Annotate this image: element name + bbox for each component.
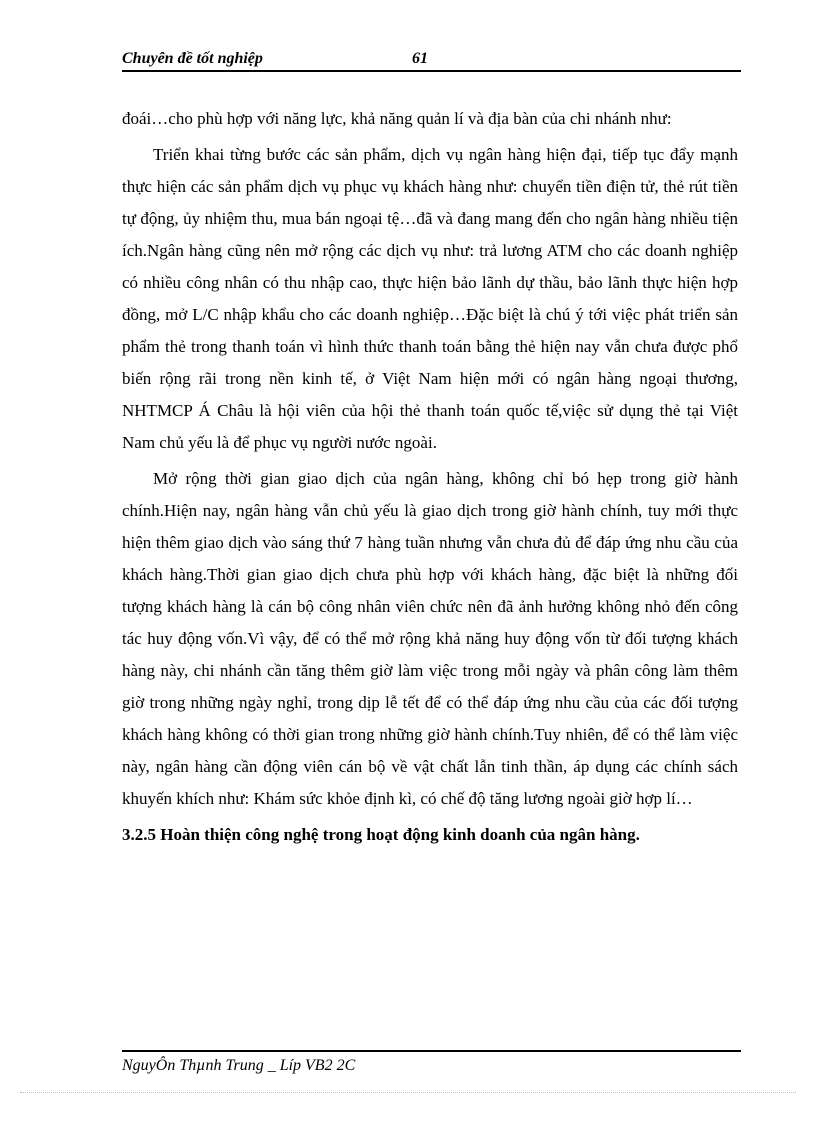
paragraph-transaction-hours: Mở rộng thời gian giao dịch của ngân hàng, không chỉ bó hẹp trong giờ hành chính.Hiện nay, ngân hàng vẫn chủ yếu là giao dịch trong giờ hành chính, tuy mới thực hiện thêm giao dịch vào sáng thứ 7 hàng tuần nhưng vẫn chưa đủ để đáp ứng nhu cầu của khách hàng.Thời gian giao dịch chưa phù hợp với khách hàng, đặc biệt là những đối tượng khách hàng là cán bộ công nhân viên chức nên đã ảnh hưởng không nhỏ đến công tác huy động vốn.Vì vậy, để có thể mở rộng khả năng huy động vốn từ đối tượng khách hàng này, chi nhánh cần tăng thêm giờ làm việc trong mỗi ngày và phân công làm thêm giờ trong những ngày nghỉ, trong dịp lễ tết để có thể đáp ứng nhu cầu của các đối tượng khách hàng không có thời gian trong những giờ hành chính.Tuy nhiên, để có thể làm việc này, ngân hàng cần động viên cán bộ về vật chất lẫn tinh thần, áp dụng các chính sách khuyến khích như: Khám sức khỏe định kì, có chế độ tăng lương ngoài giờ hợp lí… <box>122 469 738 808</box>
page-footer <box>122 1050 741 1075</box>
paragraph-modern-services: Triển khai từng bước các sản phẩm, dịch vụ ngân hàng hiện đại, tiếp tục đẩy mạnh thực hiện các sản phẩm dịch vụ phục vụ khách hàng như: chuyển tiền điện tử, thẻ rút tiền tự động, ủy nhiệm thu, mua bán ngoại tệ…đã và đang mang đến cho ngân hàng nhiều tiện ích.Ngân hàng cũng nên mở rộng các dịch vụ như: trả lương ATM cho các doanh nghiệp có nhiều công nhân có thu nhập cao, thực hiện bảo lãnh dự thầu, bảo lãnh thực hiện hợp đồng, mở L/C nhập khẩu cho các doanh nghiệp…Đặc biệt là chú ý tới việc phát triển sản phẩm thẻ trong thanh toán vì hình thức thanh toán bằng thẻ hiện nay vẫn chưa được phổ biến rộng rãi trong nền kinh tế, ở Việt Nam hiện mới có ngân hàng ngoại thương, NHTMCP Á Châu là hội viên của hội thẻ thanh toán quốc tế,việc sử dụng thẻ tại Việt Nam chủ yếu là để phục vụ người nước ngoài. <box>122 145 738 452</box>
page-edge-divider <box>20 1092 796 1093</box>
page-number: 61 <box>412 50 428 67</box>
paragraph-continuation: đoái…cho phù hợp với năng lực, khả năng quản lí và địa bàn của chi nhánh như: <box>122 109 672 128</box>
section-heading: 3.2.5 Hoàn thiện công nghệ trong hoạt động kinh doanh của ngân hàng. <box>122 825 640 844</box>
document-title: Chuyên đề tốt nghiệp <box>122 50 263 67</box>
footer-author: NguyÔn Thµnh Trung _ Líp VB2 2C <box>122 1057 356 1074</box>
page-header <box>122 50 741 72</box>
page-body <box>122 103 738 851</box>
